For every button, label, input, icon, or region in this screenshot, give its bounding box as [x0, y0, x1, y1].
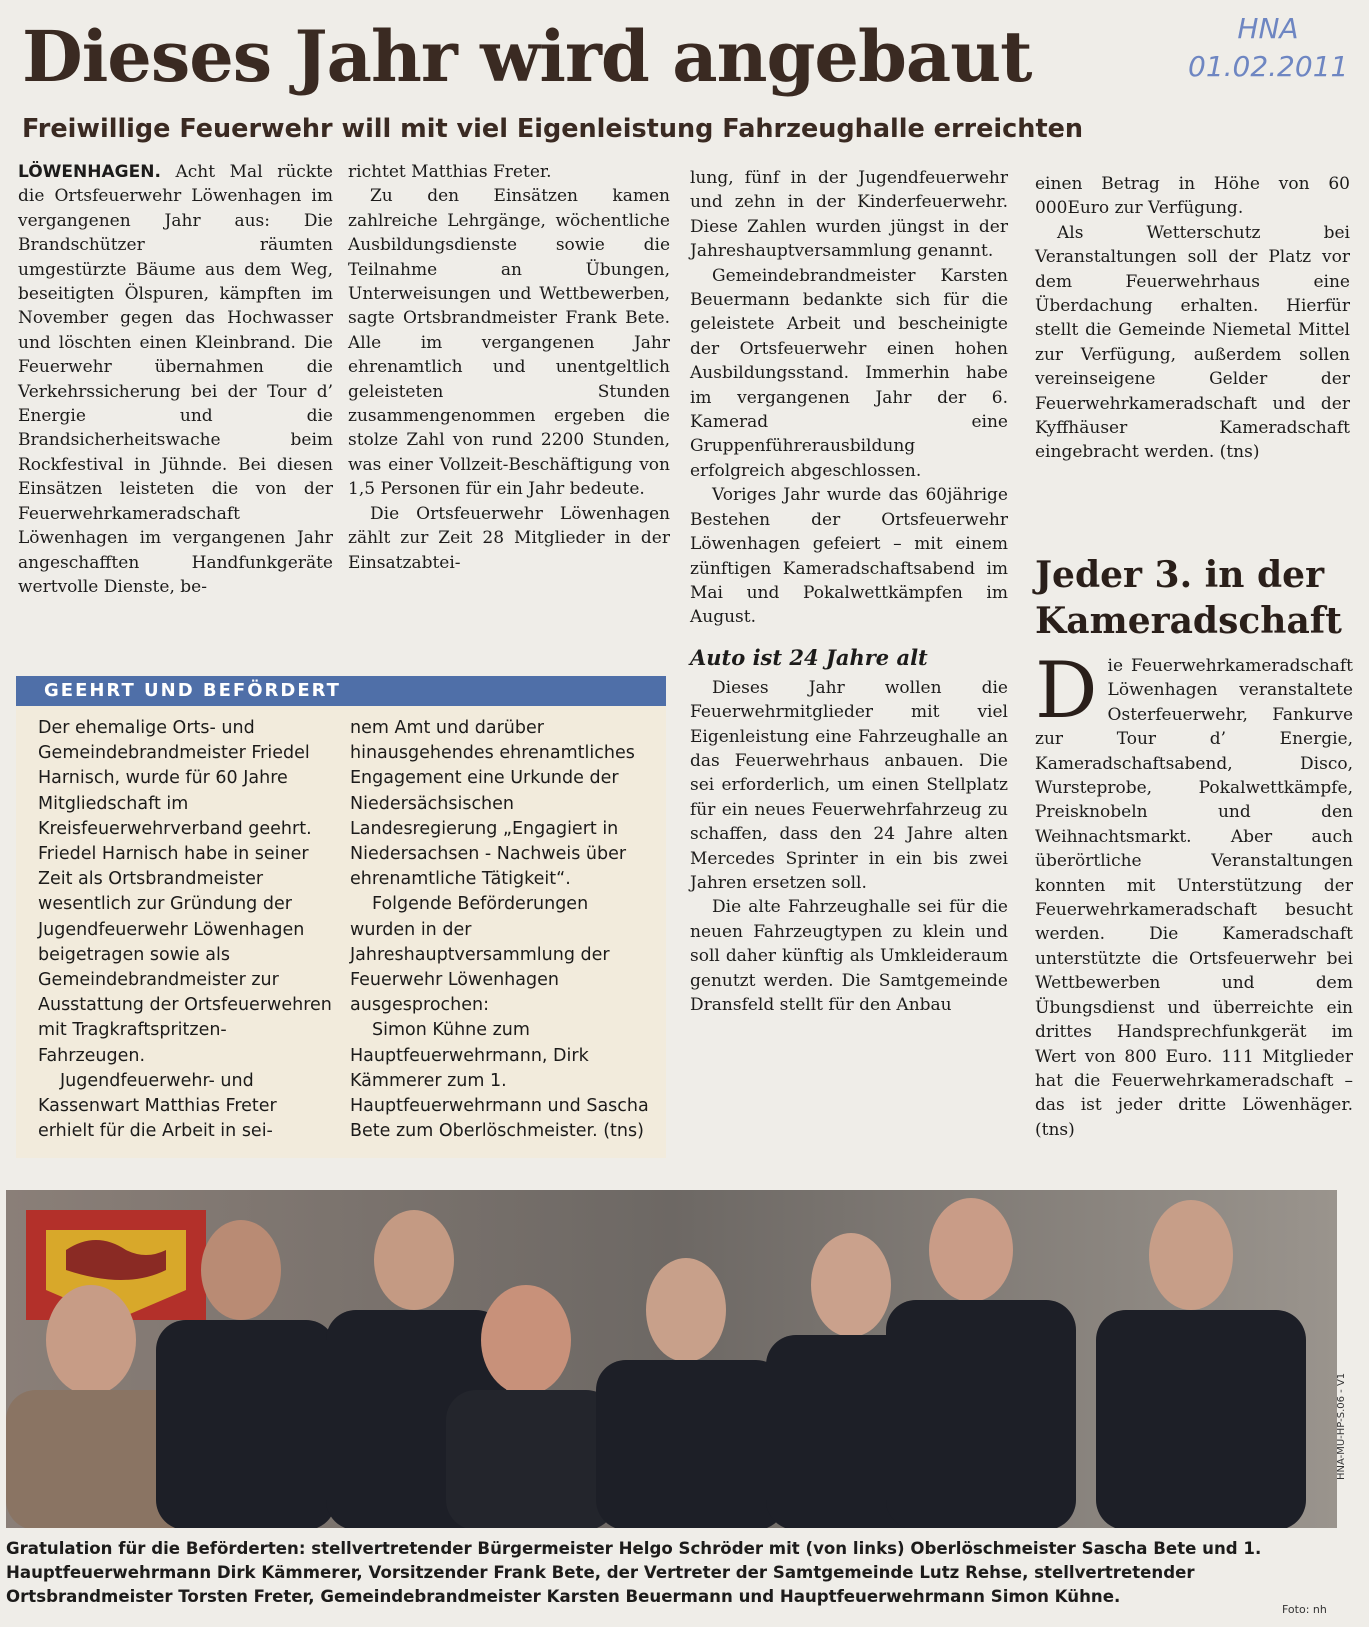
group-photo-illustration: [6, 1190, 1337, 1528]
column-4-paragraph-0: einen Betrag in Höhe von 60 000Euro zur Verfügung.: [1035, 174, 1350, 219]
column-2-paragraph-0: richtet Matthias Freter.: [348, 162, 552, 182]
infobox-paragraph-5: Simon Kühne zum Hauptfeuerwehrmann, Dirk Kämmerer zum 1. Hauptfeuerwehrmann und Sascha Bete zum Oberlöschmeister. (tns): [350, 1020, 649, 1142]
article-column-4: [1035, 172, 1350, 465]
article-column-1: [18, 160, 333, 599]
sidebar-text: ie Feuerwehrkameradschaft Löwenhagen veranstaltete Osterfeuerwehr, Fankurve zur Tour d’ Energie, Kameradschaftsabend, Disco, Wursteprobe, Pokalwettkämpfe, Preisknobeln und den Weihnachtsmarkt. Aber auch überörtliche Veranstaltungen konnten mit Unterstützung der Feuerwehrkameradschaft besucht werden. Die Kameradschaft unterstützte die Ortsfeuerwehr bei Wettbewerben und dem Übungsdienst und überreichte ein drittes Handsprechfunkgerät im Wert von 800 Euro. 111 Mitglieder hat die Feuerwehrkameradschaft – das ist jeder dritte Löwenhäger. (tns): [1035, 656, 1353, 1140]
column-3-paragraph-3: Dieses Jahr wollen die Feuerwehrmitglieder mit viel Eigenleistung eine Fahrzeughalle an das Feuerwehrhaus anbauen. Die sei erforderlich, um einen Stellplatz für ein neues Feuerwehrfahrzeug zu schaffen, dass den 24 Jahre alten Mercedes Sprinter in ein bis zwei Jahren ersetzen soll.: [690, 677, 1008, 893]
group-photo: [6, 1190, 1337, 1528]
infobox-paragraph-3: nem Amt und darüber hinausgehendes ehrenamtliches Engagement eine Urkunde der Niedersächsischen Landesregierung „Engagiert in Niedersachsen - Nachweis über ehrenamtliche Tätigkeit“.: [350, 718, 635, 890]
infobox-title: GEEHRT UND BEFÖRDERT: [16, 676, 666, 706]
handwritten-date: 01.02.2011: [1188, 50, 1349, 83]
infobox-paragraph-2: Jugendfeuerwehr- und Kassenwart Matthias Freter erhielt für die Arbeit in sei-: [38, 1070, 277, 1142]
infobox-paragraph-1: Der ehemalige Orts- und Gemeindebrandmeister Friedel Harnisch, wurde für 60 Jahre Mitgliedschaft im Kreisfeuerwehrverband geehrt. Friedel Harnisch habe in seiner Zeit als Ortsbrandmeister wesentlich zur Gründung der Jugendfeuerwehr Löwenhagen beigetragen sowie als Gemeindebrandmeister zur Ausstattung der Ortsfeuerwehren mit Tragkraftspritzen-Fahrzeugen.: [38, 718, 332, 1066]
column-3-paragraph-0: lung, fünf in der Jugendfeuerwehr und zehn in der Kinderfeuerwehr. Diese Zahlen wurden jüngst in der Jahreshauptversammlung genannt.: [690, 168, 1008, 262]
infobox-paragraph-4: Folgende Beförderungen wurden in der Jahreshauptversammlung der Feuerwehr Löwenhagen ausgesprochen:: [350, 894, 610, 1016]
article-column-3: [690, 166, 1008, 1017]
sidebar-text-block: [1035, 646, 1353, 1142]
column-3-paragraph-2: Voriges Jahr wurde das 60jährige Bestehen der Ortsfeuerwehr Löwenhagen gefeiert – mit einem zünftigen Kameradschaftsabend im Mai und Pokalwettkämpfen im August.: [690, 485, 1008, 628]
dropcap: D: [1035, 646, 1098, 736]
column-3-paragraph-1: Gemeindebrandmeister Karsten Beuermann bedankte sich für die geleistete Arbeit und bescheinigte der Ortsfeuerwehr einen hohen Ausbildungsstand. Immerhin habe im vergangenen Jahr der 6. Kamerad eine Gruppenführerausbildung erfolgreich abgeschlossen.: [690, 265, 1008, 481]
photo-caption: Gratulation für die Beförderten: stellvertretender Bürgermeister Helgo Schröder mit (von links) Oberlöschmeister Sascha Bete und 1. Hauptfeuerwehrmann Dirk Kämmerer, Vorsitzender Frank Bete, der Vertreter der Samtgemeinde Lutz Rehse, stellvertretender Ortsbrandmeister Torsten Freter, Gemeindebrandmeister Karsten Beuermann und Hauptfeuerwehrmann Simon Kühne.: [6, 1539, 1262, 1606]
column-4-paragraph-1: Als Wetterschutz bei Veranstaltungen soll der Platz vor dem Feuerwehrhaus eine Überdachung erhalten. Hierfür stellt die Gemeinde Niemetal Mittel zur Verfügung, außerdem sollen vereinseigene Gelder der Feuerwehrkameradschaft und der Kyffhäuser Kameradschaft eingebracht werden. (tns): [1035, 222, 1350, 463]
handwritten-source: HNA: [1237, 12, 1299, 45]
column-3-subheading: Auto ist 24 Jahre alt: [690, 644, 928, 670]
handwritten-annotation: [1188, 10, 1348, 86]
infobox-column-2: [350, 716, 650, 1144]
column-1-paragraph: Acht Mal rückte die Ortsfeuerwehr Löwenhagen im vergangenen Jahr aus: Die Brandschützer räumten umgestürzte Bäume aus dem Weg, beseitigten Ölspuren, kämpften im November gegen das Hochwasser und löschten einen Kleinbrand. Die Feuerwehr übernahmen die Verkehrssicherung bei der Tour d’ Energie und die Brandsicherheitswache beim Rockfestival in Jühnde. Bei diesen Einsätzen leisteten die von der Feuerwehrkameradschaft Löwenhagen im vergangenen Jahr angeschafften Handfunkgeräte wertvolle Dienste, be-: [18, 162, 333, 597]
headline: Dieses Jahr wird angebaut: [22, 15, 1032, 98]
subheadline: Freiwillige Feuerwehr will mit viel Eigenleistung Fahrzeughalle erreichten: [22, 114, 1084, 144]
page-code: HNA-MU-HP-S.06 - V1: [1336, 1372, 1347, 1480]
sidebar-headline: Jeder 3. in der Kameradschaft: [1035, 554, 1342, 642]
column-2-paragraph-2: Die Ortsfeuerwehr Löwenhagen zählt zur Zeit 28 Mitglieder in der Einsatzabtei-: [348, 503, 670, 573]
photo-credit: Foto: nh: [1282, 1603, 1327, 1616]
column-2-paragraph-1: Zu den Einsätzen kamen zahlreiche Lehrgänge, wöchentliche Ausbildungsdienste sowie die Teilnahme an Übungen, Unterweisungen und Wettbewerben, sagte Ortsbrandmeister Frank Bete. Alle im vergangenen Jahr ehrenamtlich und unentgeltlich geleisteten Stunden zusammengenommen ergeben die stolze Zahl von rund 2200 Stunden, was einer Vollzeit-Beschäftigung von 1,5 Personen für ein Jahr bedeute.: [348, 186, 670, 500]
column-3-paragraph-4: Die alte Fahrzeughalle sei für die neuen Fahrzeugtypen zu klein und soll daher künftig als Umkleideraum genutzt werden. Die Samtgemeinde Dransfeld stellt für den Anbau: [690, 897, 1008, 1015]
infobox-column-1: [38, 716, 333, 1144]
dateline: LÖWENHAGEN.: [18, 162, 161, 182]
article-column-2: [348, 160, 670, 575]
